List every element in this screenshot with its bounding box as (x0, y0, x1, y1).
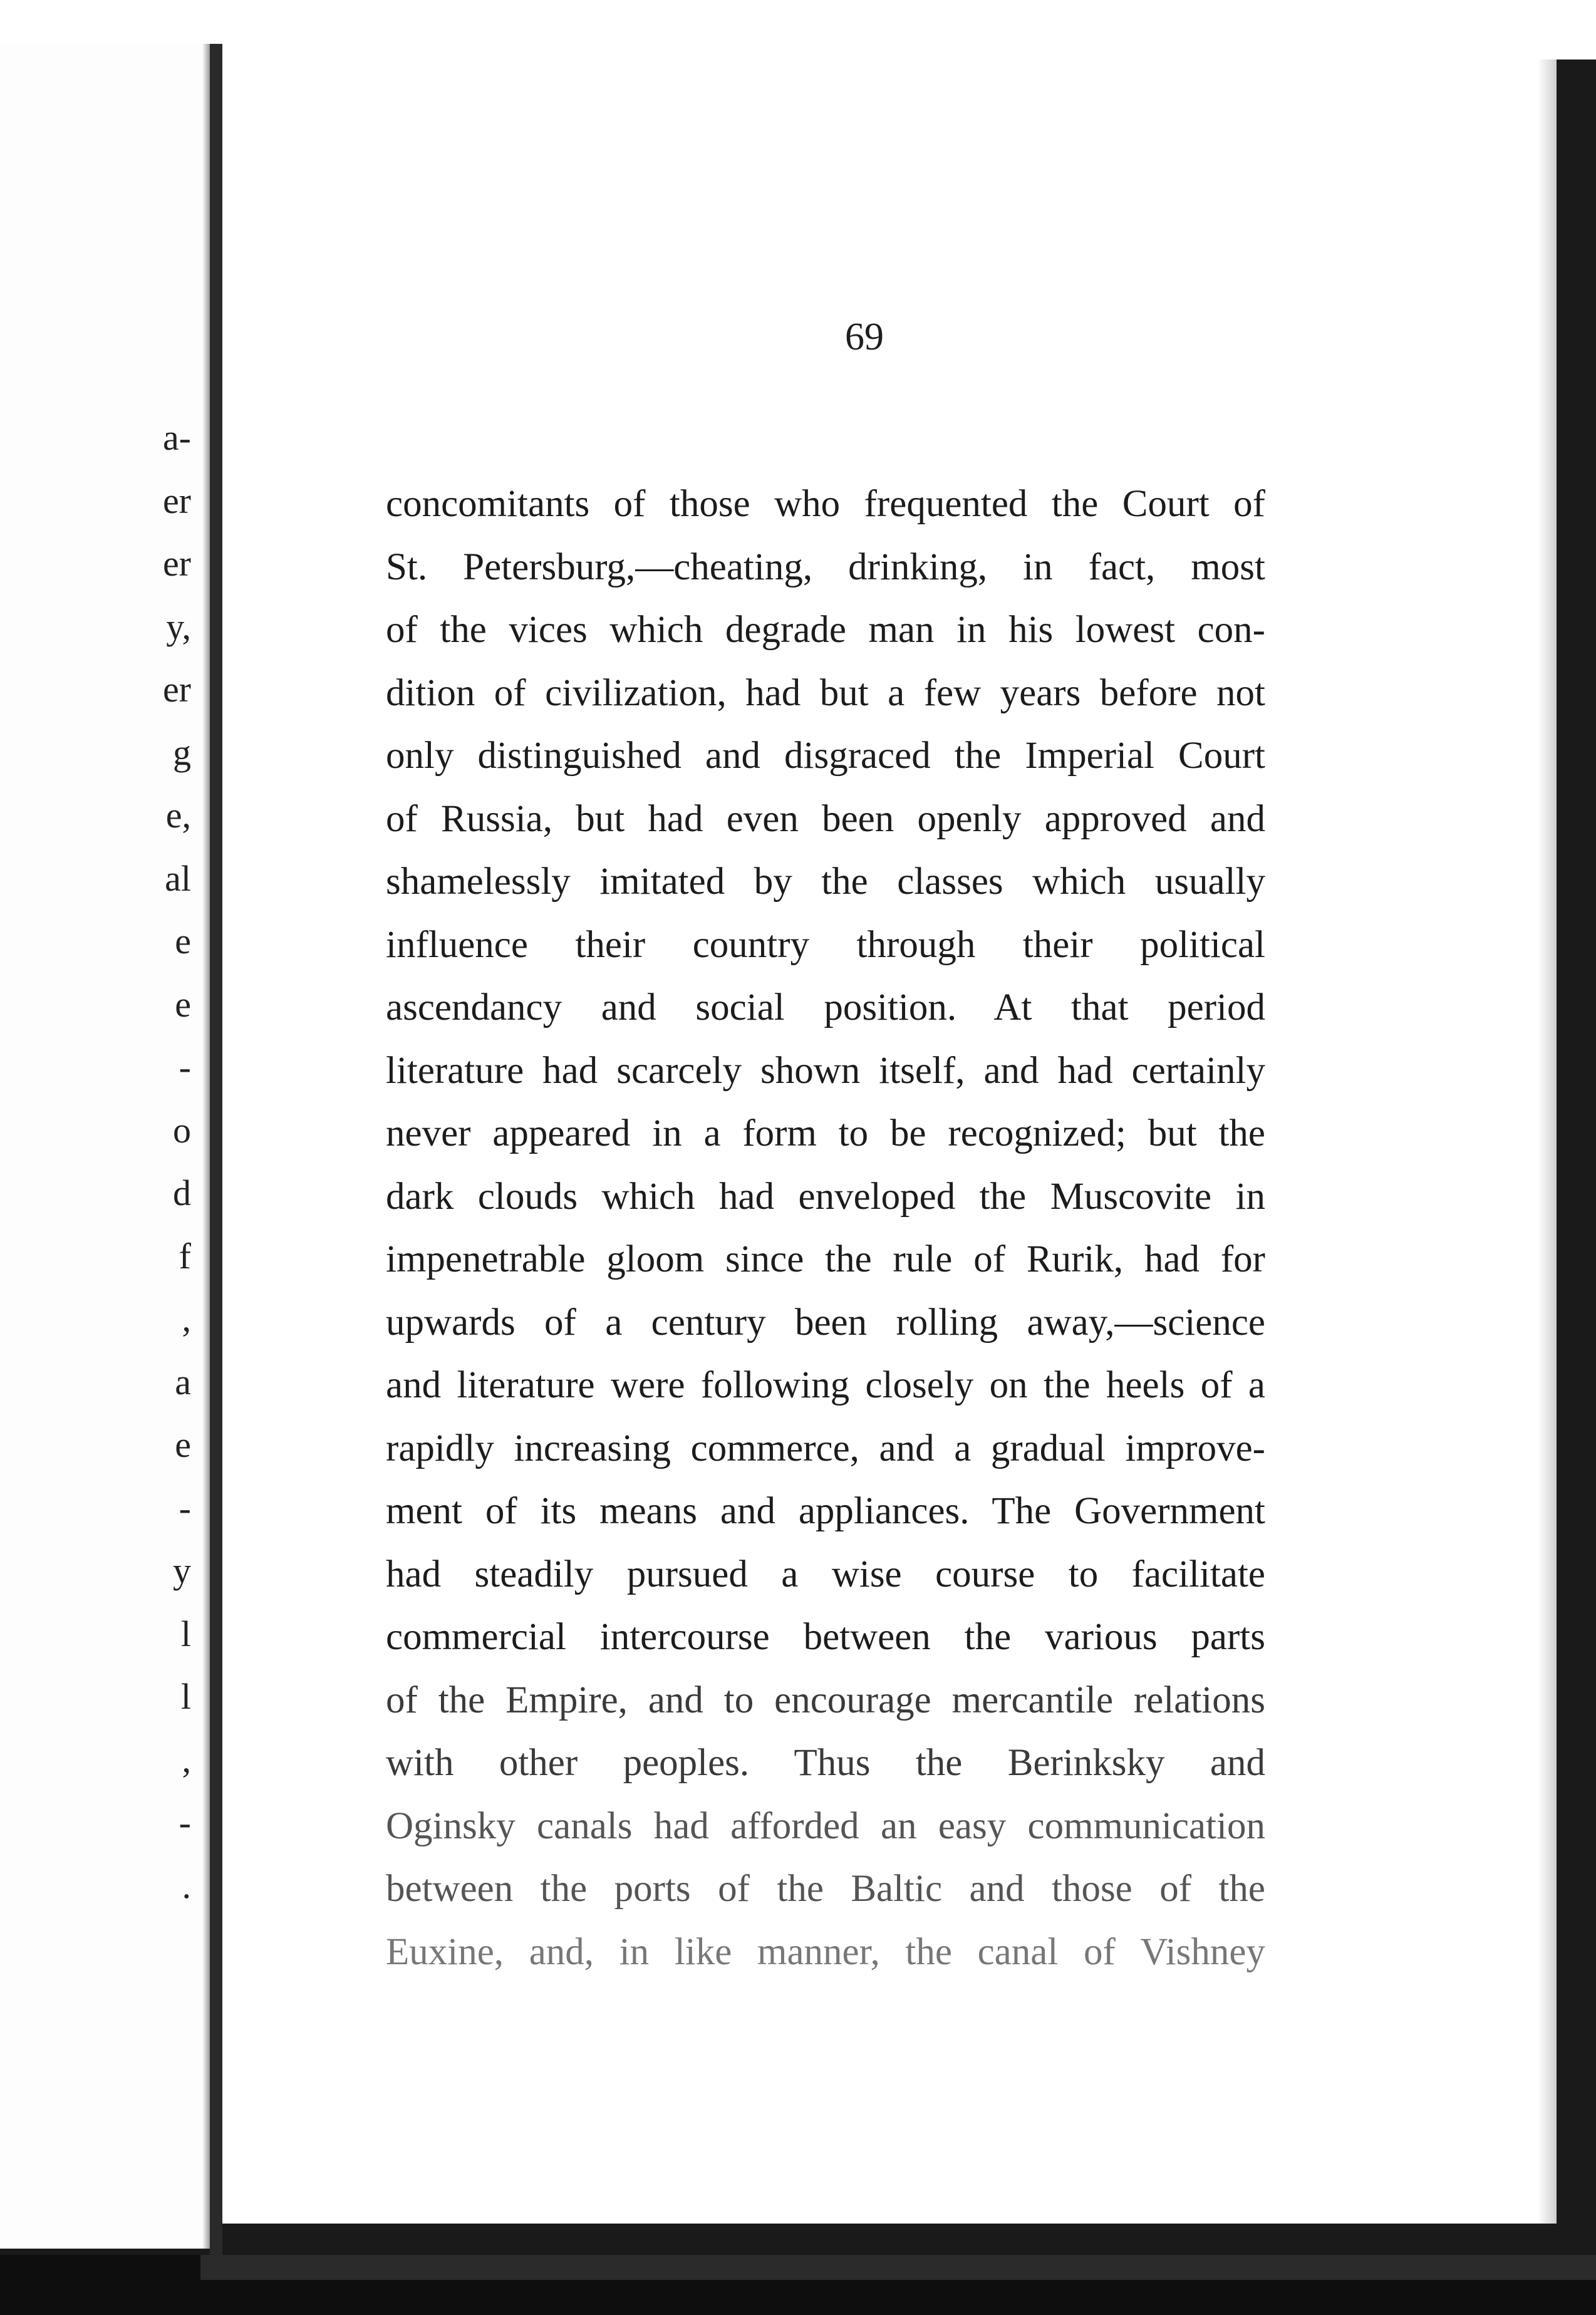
book-page (222, 60, 1557, 2224)
text-line: Oginsky canals had afforded an easy communication (386, 1805, 1265, 1847)
previous-page-fragment: al (165, 857, 191, 899)
previous-page-fragment: a- (162, 417, 191, 458)
previous-page-fragment: er (162, 669, 191, 710)
previous-page-edge (0, 44, 210, 2249)
text-line: dition of civilization, had but a few years before not (386, 671, 1265, 714)
previous-page-fragment: e (175, 1424, 191, 1465)
text-line: St. Petersburg,—cheating, drinking, in fact, most (386, 546, 1265, 588)
text-line: concomitants of those who frequented the Court of (386, 483, 1265, 525)
previous-page-fragment: e, (165, 795, 191, 836)
previous-page-fragment: a (175, 1361, 191, 1402)
previous-page-fragment: - (179, 1047, 191, 1087)
previous-page-fragment: y, (166, 606, 191, 647)
previous-page-fragment: g (173, 732, 191, 773)
page-fold-shadow (202, 44, 210, 2249)
text-line: of the vices which degrade man in his lowest con- (386, 609, 1265, 651)
text-line: dark clouds which had enveloped the Muscovite in (386, 1175, 1265, 1218)
text-line: and literature were following closely on the heels of a (386, 1364, 1265, 1406)
text-line: of Russia, but had even been openly approved and (386, 797, 1265, 840)
text-line: with other peoples. Thus the Berinksky and (386, 1742, 1265, 1784)
previous-page-fragment: y (173, 1550, 191, 1591)
previous-page-fragment: o (173, 1109, 191, 1151)
previous-page-fragment: e (175, 921, 191, 961)
book-gutter (210, 44, 222, 2274)
previous-page-fragment: - (179, 1487, 191, 1528)
text-line: Euxine, and, in like manner, the canal of Vishney (386, 1930, 1265, 1973)
previous-page-fragment: l (180, 1676, 191, 1717)
previous-page-fragment: , (182, 1298, 191, 1339)
text-line: of the Empire, and to encourage mercantile relations (386, 1679, 1265, 1721)
text-line: literature had scarcely shown itself, and had certainly (386, 1049, 1265, 1092)
scan-top-margin (0, 0, 1596, 60)
previous-page-fragment: , (182, 1739, 191, 1780)
text-line: influence their country through their political (386, 923, 1265, 966)
previous-page-fragment: er (162, 543, 191, 584)
previous-page-fragment: l (180, 1613, 191, 1654)
text-line: impenetrable gloom since the rule of Rurik, had for (386, 1238, 1265, 1280)
body-text (386, 473, 1265, 1984)
text-line: ment of its means and appliances. The Government (386, 1490, 1265, 1532)
text-line: rapidly increasing commerce, and a gradual improve- (386, 1427, 1265, 1469)
text-line: shamelessly imitated by the classes which usually (386, 861, 1265, 903)
previous-page-fragment: er (162, 480, 191, 521)
page-bottom-edge (200, 2255, 1596, 2280)
text-line: upwards of a century been rolling away,—science (386, 1301, 1265, 1344)
text-line: never appeared in a form to be recognized; but the (386, 1112, 1265, 1154)
previous-page-fragment: f (179, 1235, 191, 1277)
text-line: only distinguished and disgraced the Imperial Court (386, 735, 1265, 777)
previous-page-fragment: e (175, 983, 191, 1025)
page-edge-shadow (1538, 60, 1557, 2224)
text-line: had steadily pursued a wise course to facilitate (386, 1553, 1265, 1595)
scan-bottom-margin (0, 2255, 1596, 2315)
text-line: between the ports of the Baltic and those of the (386, 1868, 1265, 1910)
previous-page-fragment: - (179, 1802, 191, 1843)
text-line: ascendancy and social position. At that period (386, 987, 1265, 1028)
previous-page-fragment: d (173, 1173, 191, 1213)
page-number: 69 (845, 316, 884, 358)
previous-page-fragment: . (182, 1865, 191, 1906)
text-line: commercial intercourse between the various parts (386, 1616, 1265, 1658)
